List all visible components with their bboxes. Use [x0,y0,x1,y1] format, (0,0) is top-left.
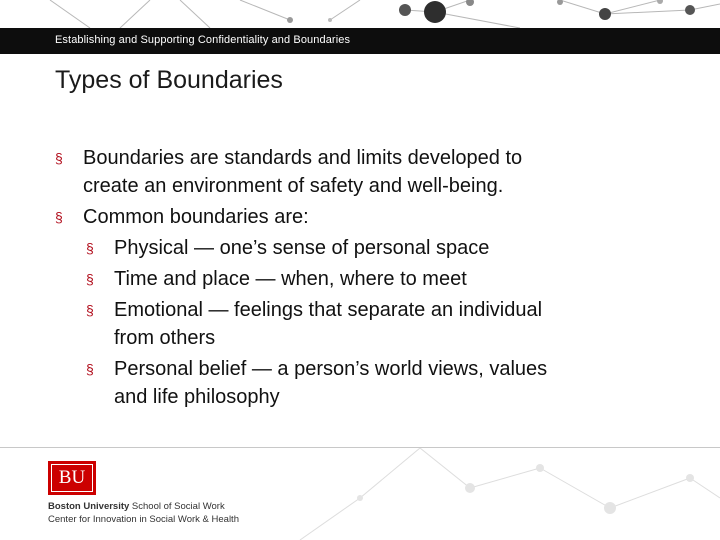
bullet-text-line: create an environment of safety and well-being. [83,175,504,197]
bullet-text-line: Boundaries are standards and limits developed to [83,147,523,169]
footer-university: Boston University [48,501,130,512]
bullet-text-line: and life philosophy [114,386,280,408]
bullet-marker-icon: § [86,361,94,377]
network-decoration-bottom [0,448,720,540]
bullet-item [86,264,675,295]
bullet-marker-icon: § [55,209,63,225]
bullet-text-line: Time and place — when, where to meet [114,268,467,290]
bullet-text-line: Personal belief — a person’s world views, values [114,358,548,380]
header-bar [0,28,720,54]
footer-institution [48,501,225,512]
bullet-item [55,202,675,233]
bullet-text-line: Physical — one’s sense of personal space [114,237,490,259]
bullet-list [55,143,675,413]
bullet-item [86,295,675,354]
bullet-marker-icon: § [55,150,63,166]
bu-logo [48,461,96,495]
bullet-marker-icon: § [86,271,94,287]
footer-center: Center for Innovation in Social Work & Health [48,514,239,525]
slide-title: Types of Boundaries [55,66,283,94]
bu-logo-text: BU [51,464,93,492]
bullet-text-line: from others [114,327,216,349]
network-decoration-top [0,0,720,28]
presentation-title: Establishing and Supporting Confidentiality and Boundaries [55,34,351,46]
bullet-text-line: Common boundaries are: [83,206,309,228]
bullet-marker-icon: § [86,240,94,256]
bullet-text-line: Emotional — feelings that separate an individual [114,299,543,321]
footer-school: School of Social Work [129,501,225,512]
bullet-item [86,354,675,413]
bullet-item [55,143,675,202]
bullet-marker-icon: § [86,302,94,318]
bullet-item [86,233,675,264]
